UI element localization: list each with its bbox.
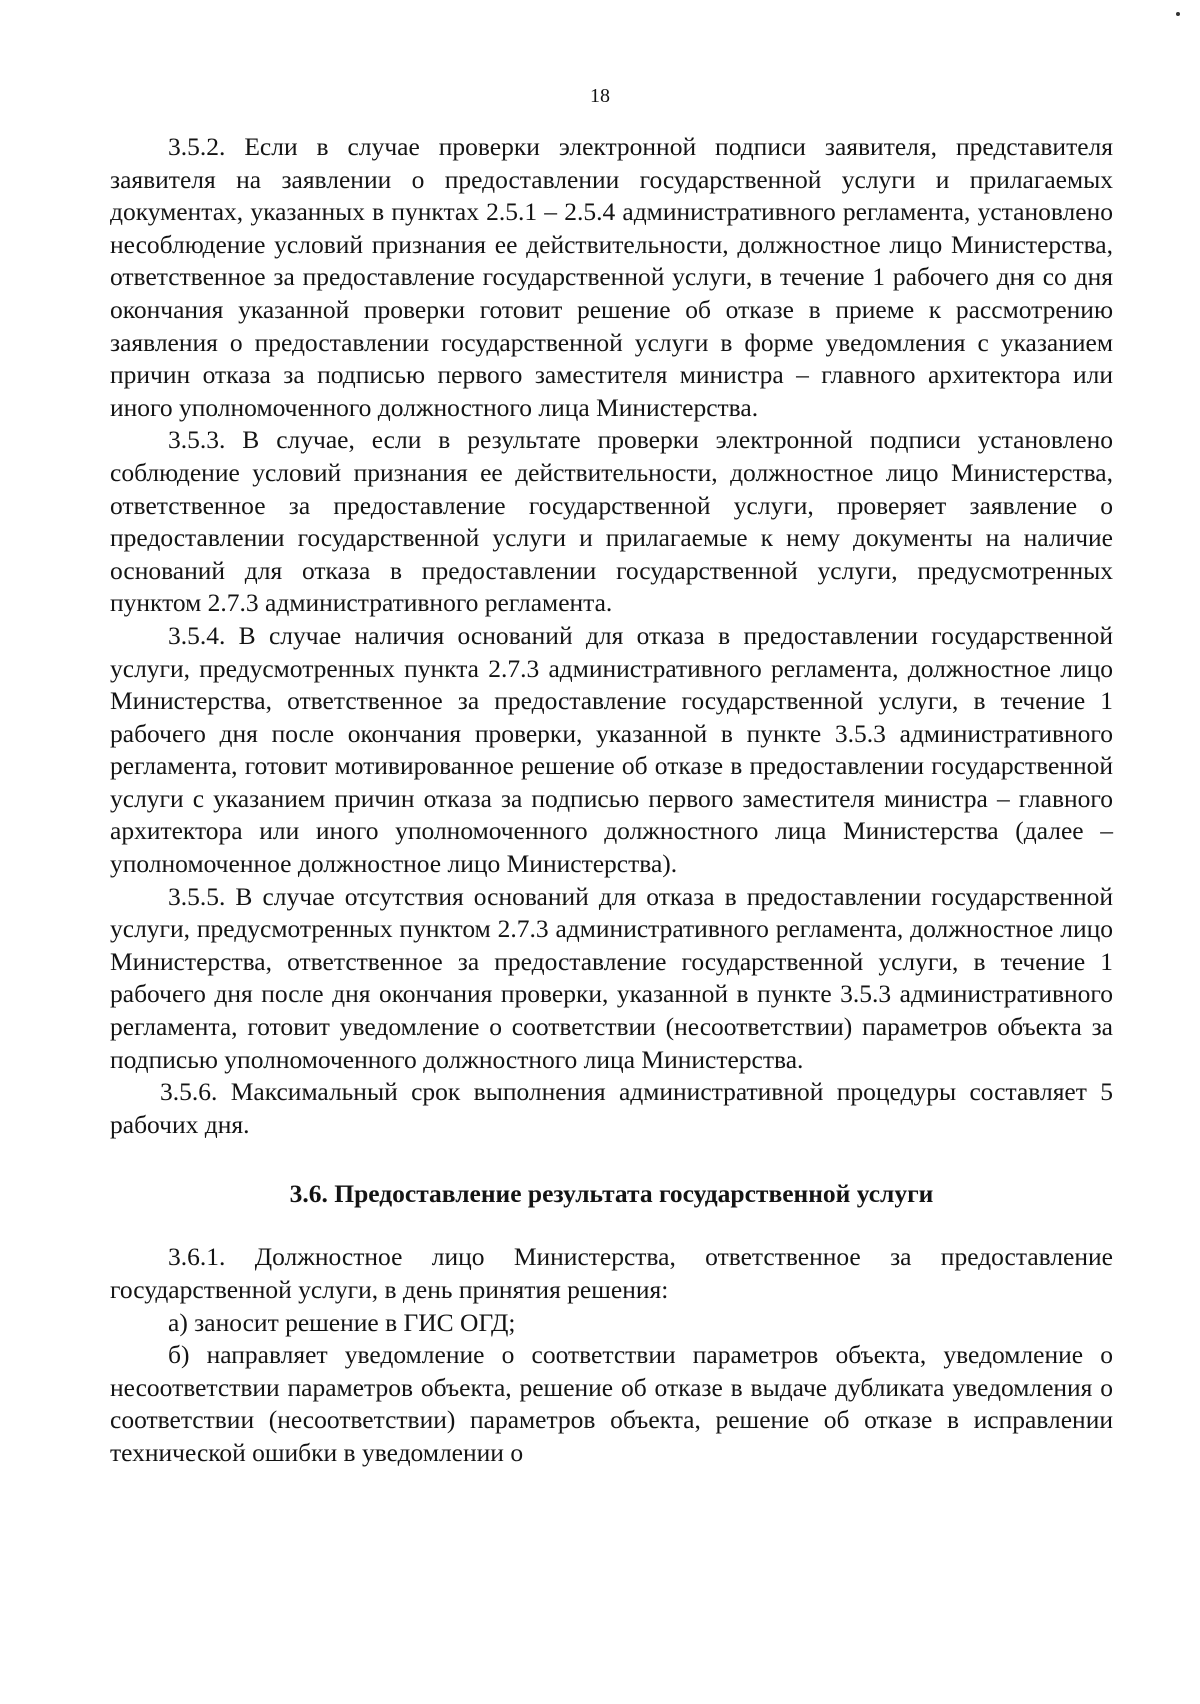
list-item-b: б) направляет уведомление о соответствии параметров объекта, уведомление о несоответствии параметров объекта, решение об отказе в выдаче дубликата уведомления о соответствии (несоответствии) параметров объекта, решение об отказе в исправлении технической ошибки в уведомлении о <box>110 1340 1113 1467</box>
paragraph-3-5-4: 3.5.4. В случае наличия оснований для отказа в предоставлении государственной услуги, предусмотренных пункта 2.7.3 административного регламента, должностное лицо Министерства, ответственное за предоставление государственной услуги, в течение 1 рабочего дня после окончания проверки, указанной в пункте 3.5.3 административного регламента, готовит мотивированное решение об отказе в предоставлении государственной услуги с указанием причин отказа за подписью первого заместителя министра – главного архитектора или иного уполномоченного должностного лица Министерства (далее – уполномоченное должностное лицо Министерства). <box>110 620 1113 879</box>
list-item-a: а) заносит решение в ГИС ОГД; <box>168 1307 516 1337</box>
paragraph-3-5-6: 3.5.6. Максимальный срок выполнения административной процедуры составляет 5 рабочих дня. <box>110 1077 1113 1139</box>
paragraph-3-5-3: 3.5.3. В случае, если в результате проверки электронной подписи установлено соблюдение условий признания ее действительности, должностное лицо Министерства, ответственное за предоставление государственной услуги, проверяет заявление о предоставлении государственной услуги и прилагаемые к нему документы на наличие оснований для отказа в предоставлении государственной услуги, предусмотренных пунктом 2.7.3 административного регламента. <box>110 425 1113 618</box>
paragraph-3-5-2: 3.5.2. Если в случае проверки электронной подписи заявителя, представителя заявителя на заявлении о предоставлении государственной услуги и прилагаемых документах, указанных в пунктах 2.5.1 – 2.5.4 административного регламента, установлено несоблюдение условий признания ее действительности, должностное лицо Министерства, ответственное за предоставление государственной услуги, в течение 1 рабочего дня со дня окончания указанной проверки готовит решение об отказе в приеме к рассмотрению заявления о предоставлении государственной услуги в форме уведомления с указанием причин отказа за подписью первого заместителя министра – главного архитектора или иного уполномоченного должностного лица Министерства. <box>110 132 1113 422</box>
scan-speck <box>1176 12 1180 16</box>
paragraph-3-5-5: 3.5.5. В случае отсутствия оснований для отказа в предоставлении государственной услуги, предусмотренных пунктом 2.7.3 административного регламента, должностное лицо Министерства, ответственное за предоставление государственной услуги, в течение 1 рабочего дня после дня окончания проверки, указанной в пункте 3.5.3 административного регламента, готовит уведомление о соответствии (несоответствии) параметров объекта за подписью уполномоченного должностного лица Министерства. <box>110 881 1113 1074</box>
document-body <box>110 131 1113 1470</box>
page-number: 18 <box>590 85 610 107</box>
section-heading-3-6: 3.6. Предоставление результата государственной услуги <box>289 1179 934 1209</box>
paragraph-3-6-1: 3.6.1. Должностное лицо Министерства, ответственное за предоставление государственной услуги, в день принятия решения: <box>110 1242 1113 1304</box>
